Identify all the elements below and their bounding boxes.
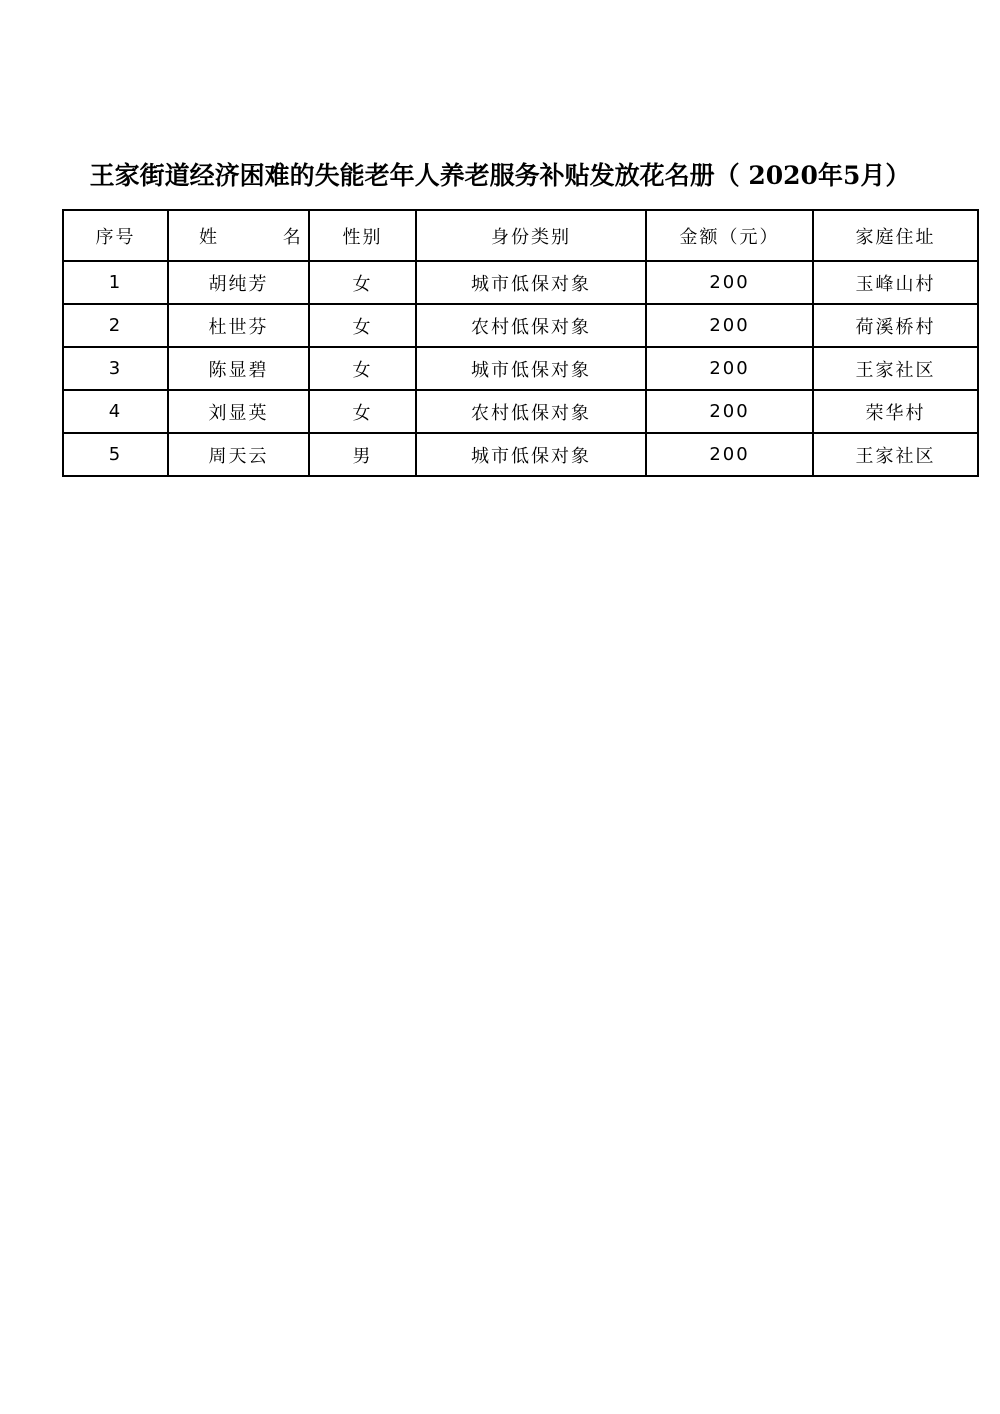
table-row <box>63 347 978 390</box>
cell-type: 城市低保对象 <box>416 347 646 390</box>
cell-amount: 200 <box>646 433 813 476</box>
header-name <box>168 210 331 261</box>
cell-seq: 3 <box>63 347 168 390</box>
cell-amount: 200 <box>646 261 813 304</box>
cell-amount: 200 <box>646 347 813 390</box>
cell-seq: 2 <box>63 304 168 347</box>
cell-address: 荣华村 <box>813 390 978 433</box>
cell-seq: 4 <box>63 390 168 433</box>
cell-name: 陈显碧 <box>168 347 309 390</box>
cell-sex: 女 <box>309 390 416 433</box>
cell-type: 农村低保对象 <box>416 390 646 433</box>
cell-name: 胡纯芳 <box>168 261 309 304</box>
cell-address: 荷溪桥村 <box>813 304 978 347</box>
cell-name: 杜世芬 <box>168 304 309 347</box>
cell-seq: 1 <box>63 261 168 304</box>
cell-address: 王家社区 <box>813 433 978 476</box>
subsidy-roster-table <box>62 209 979 477</box>
cell-amount: 200 <box>646 304 813 347</box>
header-seq: 序号 <box>63 210 168 261</box>
table-row <box>63 304 978 347</box>
cell-amount: 200 <box>646 390 813 433</box>
header-name-label: 姓 名 <box>199 226 331 248</box>
header-sex: 性别 <box>309 210 416 261</box>
cell-address: 玉峰山村 <box>813 261 978 304</box>
table-header-row <box>63 210 978 261</box>
table-row <box>63 433 978 476</box>
cell-type: 城市低保对象 <box>416 433 646 476</box>
cell-name: 刘显英 <box>168 390 309 433</box>
cell-type: 城市低保对象 <box>416 261 646 304</box>
table-row <box>63 390 978 433</box>
header-address: 家庭住址 <box>813 210 978 261</box>
cell-address: 王家社区 <box>813 347 978 390</box>
cell-sex: 女 <box>309 261 416 304</box>
page-title: 王家街道经济困难的失能老年人养老服务补贴发放花名册（ 2020年5月） <box>89 161 911 190</box>
cell-name: 周天云 <box>168 433 309 476</box>
header-type: 身份类别 <box>416 210 646 261</box>
cell-sex: 女 <box>309 347 416 390</box>
cell-type: 农村低保对象 <box>416 304 646 347</box>
cell-sex: 男 <box>309 433 416 476</box>
table-row <box>63 261 978 304</box>
cell-sex: 女 <box>309 304 416 347</box>
cell-seq: 5 <box>63 433 168 476</box>
header-amount: 金额（元） <box>646 210 813 261</box>
